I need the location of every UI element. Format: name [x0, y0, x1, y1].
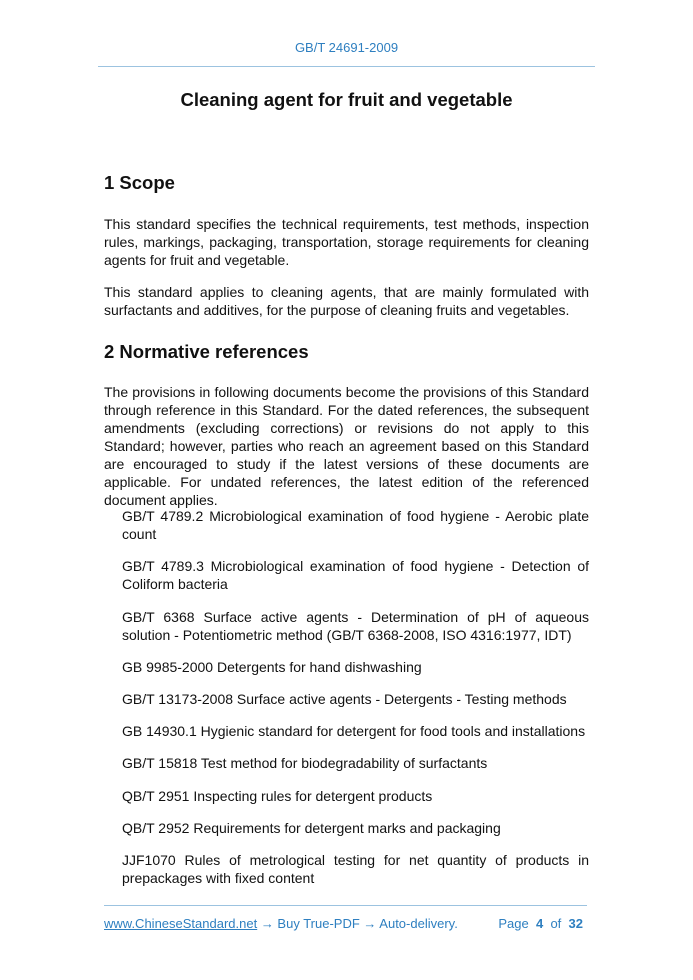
reference-item: JJF1070 Rules of metrological testing for net quantity of products in prepackages with fixed content [122, 852, 589, 886]
page-footer [104, 916, 587, 931]
website-link[interactable]: www.ChineseStandard.net [104, 916, 258, 931]
normative-intro-paragraph [104, 383, 589, 509]
footer-promo-text: → Buy True-PDF → Auto-delivery. [257, 916, 458, 931]
reference-item: GB/T 13173-2008 Surface active agents - Detergents - Testing methods [122, 691, 567, 707]
footer-divider [104, 905, 587, 906]
reference-item: GB 9985-2000 Detergents for hand dishwashing [122, 659, 422, 675]
paragraph-text: This standard applies to cleaning agents, that are mainly formulated with surfactants and additives, for the purpose of cleaning fruits and vegetables. [104, 284, 589, 318]
reference-item: GB/T 4789.3 Microbiological examination of food hygiene - Detection of Coliform bacteria [122, 558, 589, 592]
document-code-header: GB/T 24691-2009 [294, 40, 399, 55]
reference-item: GB/T 6368 Surface active agents - Determination of pH of aqueous solution - Potentiometric method (GB/T 6368-2008, ISO 4316:1977, IDT) [122, 609, 589, 643]
scope-paragraph-1 [104, 215, 589, 269]
header-divider [98, 66, 595, 67]
current-page-number: 4 [535, 916, 544, 931]
scope-paragraph-2 [104, 283, 589, 319]
document-title: Cleaning agent for fruit and vegetable [180, 89, 513, 110]
section-heading-scope: 1 Scope [104, 172, 175, 193]
reference-item: GB 14930.1 Hygienic standard for detergent for food tools and installations [122, 723, 586, 739]
reference-item: QB/T 2951 Inspecting rules for detergent products [122, 788, 433, 804]
reference-item: GB/T 15818 Test method for biodegradability of surfactants [122, 755, 488, 771]
paragraph-text: This standard specifies the technical requirements, test methods, inspection rules, markings, packaging, transportation, storage requirements for cleaning agents for fruit and vegetable. [104, 216, 589, 268]
page-label: Page [498, 916, 529, 931]
of-label: of [550, 916, 562, 931]
reference-item: GB/T 4789.2 Microbiological examination of food hygiene - Aerobic plate count [122, 508, 589, 542]
total-page-count: 32 [568, 916, 583, 931]
paragraph-text: The provisions in following documents become the provisions of this Standard through reference in this Standard. For the dated references, the subsequent amendments (excluding corrections) or revisions do not apply to this Standard; however, parties who reach an agreement based on this Standard are encouraged to study if the latest versions of these documents are applicable. For undated references, the latest edition of the referenced document applies. [104, 384, 589, 508]
page-indicator [498, 916, 583, 931]
section-heading-normative-references: 2 Normative references [104, 341, 309, 362]
reference-item: QB/T 2952 Requirements for detergent marks and packaging [122, 820, 501, 836]
